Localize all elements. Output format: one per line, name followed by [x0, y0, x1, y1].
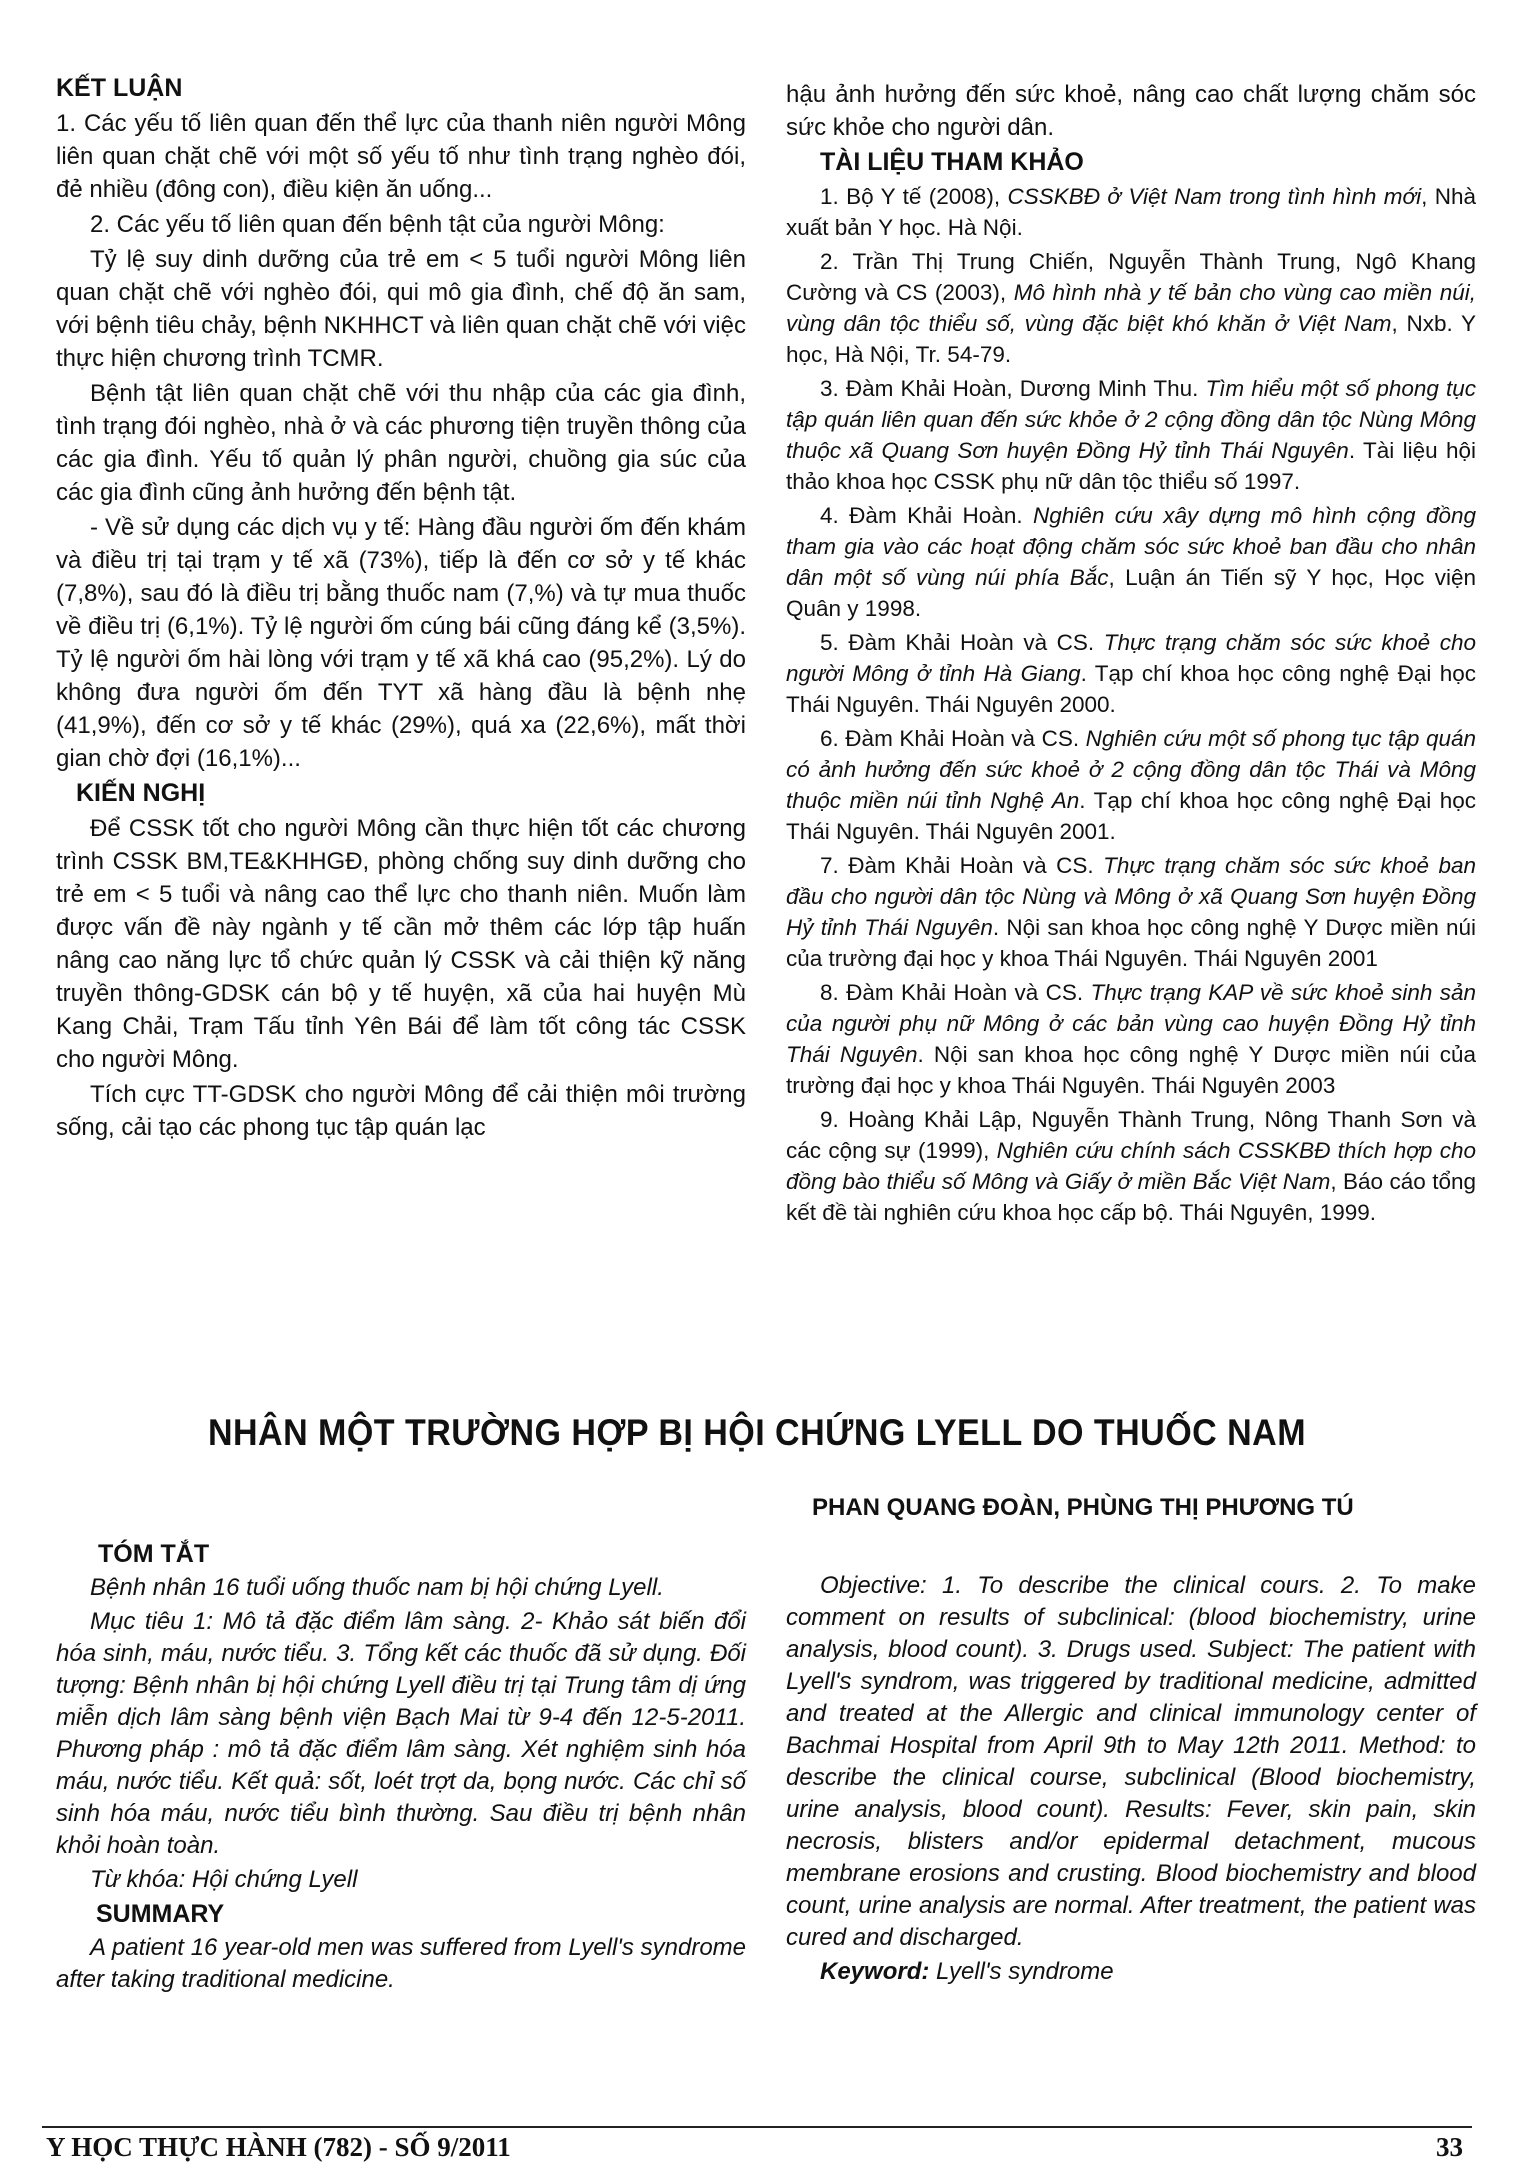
- reference-item: 9. Hoàng Khải Lập, Nguyễn Thành Trung, Nông Thanh Sơn và các cộng sự (1999), Nghiên cứu chính sách CSSKBĐ thích hợp cho đồng bào thiểu số Mông và Giấy ở miền Bắc Việt Nam, Báo cáo tổng kết đề tài nghiên cứu khoa học cấp bộ. Thái Nguyên, 1999.: [786, 1107, 1477, 1225]
- conclusion-paragraph: Bệnh tật liên quan chặt chẽ với thu nhập của các gia đình, tình trạng đói nghèo, nhà ở và các phương tiện truyền thông của các gia đình. Yếu tố quản lý phân người, chuồng gia súc của các gia đình cũng ảnh hưởng đến bệnh tật.: [56, 380, 746, 506]
- article-title: NHÂN MỘT TRƯỜNG HỢP BỊ HỘI CHỨNG LYELL DO THUỐC NAM: [207, 1412, 1307, 1453]
- left-column-top: [56, 72, 746, 1146]
- footer-divider: [42, 2126, 1472, 2128]
- recommendation-heading: KIẾN NGHỊ: [76, 779, 206, 807]
- reference-item: 2. Trần Thị Trung Chiến, Nguyễn Thành Trung, Ngô Khang Cường và CS (2003), Mô hình nhà y tế bản cho vùng cao miền núi, vùng dân tộc thiểu số, vùng đặc biệt khó khăn ở Việt Nam, Nxb. Y học, Hà Nội, Tr. 54-79.: [786, 249, 1477, 367]
- journal-footer: Y HỌC THỰC HÀNH (782) - SỐ 9/2011: [46, 2132, 511, 2162]
- conclusion-paragraph: 1. Các yếu tố liên quan đến thể lực của thanh niên người Mông liên quan chặt chẽ với một số yếu tố như tình trạng nghèo đói, đẻ nhiều (đông con), điều kiện ăn uống...: [56, 110, 746, 203]
- recommendation-paragraph: Tích cực TT-GDSK cho người Mông để cải thiện môi trường sống, cải tạo các phong tục tập quán lạc: [56, 1081, 746, 1141]
- page-number: 33: [1436, 2132, 1463, 2162]
- reference-item: 7. Đàm Khải Hoàn và CS. Thực trạng chăm sóc sức khoẻ ban đầu cho người dân tộc Nùng và Mông ở xã Quang Sơn huyện Đồng Hỷ tỉnh Thái Nguyên. Nội san khoa học công nghệ Y Dược miền núi của trường đại học y khoa Thái Nguyên. Thái Nguyên 2001: [786, 853, 1476, 971]
- article-authors: PHAN QUANG ĐOÀN, PHÙNG THỊ PHƯƠNG TÚ: [812, 1494, 1354, 1521]
- abstract-paragraph: Mục tiêu 1: Mô tả đặc điểm lâm sàng. 2- Khảo sát biến đổi hóa sinh, máu, nước tiểu. 3. Tổng kết các thuốc đã sử dụng. Đối tượng: Bệnh nhân bị hội chứng Lyell điều trị tại Trung tâm dị ứng miễn dịch lâm sàng bệnh viện Bạch Mai từ 9-4 đến 12-5-2011. Phương pháp : mô tả đặc điểm lâm sàng. Xét nghiệm sinh hóa máu, nước tiểu. Kết quả: sốt, loét trợt da, bọng nước. Các chỉ số sinh hóa máu, nước tiểu bình thường. Sau điều trị bệnh nhân khỏi hoàn toàn.: [56, 1608, 746, 1859]
- references-heading: TÀI LIỆU THAM KHẢO: [820, 148, 1084, 176]
- conclusion-heading: KẾT LUẬN: [56, 74, 183, 102]
- recommendation-paragraph: Để CSSK tốt cho người Mông cần thực hiện tốt các chương trình CSSK BM,TE&KHHGĐ, phòng chống suy dinh dưỡng cho trẻ em < 5 tuổi và nâng cao thể lực cho thanh niên. Muốn làm được vấn đề này ngành y tế cần mở thêm các lớp tập huấn nâng cao năng lực tổ chức quản lý CSSK và cải thiện kỹ năng truyền thông-GDSK cán bộ y tế huyện, xã của hai huyện Mù Kang Chải, Trạm Tấu tỉnh Yên Bái để làm tốt công tác CSSK cho người Mông.: [56, 815, 746, 1073]
- summary-paragraph: A patient 16 year-old men was suffered from Lyell's syndrome after taking traditional medicine.: [56, 1934, 746, 1993]
- abstract-paragraph: Bệnh nhân 16 tuổi uống thuốc nam bị hội chứng Lyell.: [90, 1574, 664, 1601]
- summary-keyword: Keyword: Lyell's syndrome: [820, 1958, 1114, 1985]
- reference-list: [786, 181, 1476, 1228]
- conclusion-paragraph: Tỷ lệ suy dinh dưỡng của trẻ em < 5 tuổi người Mông liên quan chặt chẽ với nghèo đói, qui mô gia đình, chế độ ăn sam, với bệnh tiêu chảy, bệnh NKHHCT và liên quan chặt chẽ với việc thực hiện chương trình TCMR.: [56, 246, 746, 372]
- recommendation-continuation: hậu ảnh hưởng đến sức khoẻ, nâng cao chất lượng chăm sóc sức khỏe cho người dân.: [786, 81, 1476, 141]
- conclusion-paragraph: 2. Các yếu tố liên quan đến bệnh tật của người Mông:: [90, 211, 665, 238]
- abstract-heading: TÓM TẮT: [98, 1540, 210, 1568]
- abstract-vietnamese: [56, 1538, 746, 1998]
- summary-english: [786, 1570, 1476, 1990]
- reference-item: 6. Đàm Khải Hoàn và CS. Nghiên cứu một số phong tục tập quán có ảnh hưởng đến sức khoẻ ở 2 cộng đồng dân tộc Thái và Mông thuộc miền núi tỉnh Nghệ An. Tạp chí khoa học công nghệ Đại học Thái Nguyên. Thái Nguyên 2001.: [786, 726, 1476, 844]
- summary-heading: SUMMARY: [96, 1900, 225, 1928]
- abstract-keywords: Từ khóa: Hội chứng Lyell: [90, 1866, 358, 1893]
- conclusion-paragraph: - Về sử dụng các dịch vụ y tế: Hàng đầu người ốm đến khám và điều trị tại trạm y tế xã (73%), tiếp là đến cơ sở y tế khác (7,8%), sau đó là điều trị bằng thuốc nam (7,%) và tự mua thuốc về điều trị (6,1%). Tỷ lệ người ốm cúng bái cũng đáng kể (3,5%). Tỷ lệ người ốm hài lòng với trạm y tế xã khá cao (95,2%). Lý do không đưa người ốm đến TYT xã hàng đầu là bệnh nhẹ (41,9%), đến cơ sở y tế khác (29%), quá xa (22,6%), mất thời gian chờ đợi (16,1%)...: [56, 514, 746, 772]
- reference-item: 4. Đàm Khải Hoàn. Nghiên cứu xây dựng mô hình cộng đồng tham gia vào các hoạt động chăm sóc sức khoẻ ban đầu cho nhân dân một số vùng núi phía Bắc, Luận án Tiến sỹ Y học, Học viện Quân y 1998.: [786, 503, 1476, 621]
- right-column-top: [786, 78, 1476, 1231]
- reference-item: 3. Đàm Khải Hoàn, Dương Minh Thu. Tìm hiểu một số phong tục tập quán liên quan đến sức khỏe ở 2 cộng đồng dân tộc Nùng Mông thuộc xã Quang Sơn huyện Đồng Hỷ tỉnh Thái Nguyên. Tài liệu hội thảo khoa học CSSK phụ nữ dân tộc thiểu số 1997.: [786, 376, 1477, 494]
- reference-item: 8. Đàm Khải Hoàn và CS. Thực trạng KAP về sức khoẻ sinh sản của người phụ nữ Mông ở các bản vùng cao huyện Đồng Hỷ tỉnh Thái Nguyên. Nội san khoa học công nghệ Y Dược miền núi của trường đại học y khoa Thái Nguyên. Thái Nguyên 2003: [786, 980, 1476, 1098]
- summary-paragraph: Objective: 1. To describe the clinical cours. 2. To make comment on results of subclinical: (blood biochemistry, urine analysis, blood count). 3. Drugs used. Subject: The patient with Lyell's syndrom, was triggered by traditional medicine, admitted and treated at the Allergic and clinical immunology center of Bachmai Hospital from April 9th to May 12th 2011. Method: to describe the clinical course, subclinical (Blood biochemistry, urine analysis, blood count). Results: Fever, skin pain, skin necrosis, blisters and/or epidermal detachment, mucous membrane erosions and crusting. Blood biochemistry and blood count, urine analysis are normal. After treatment, the patient was cured and discharged.: [786, 1572, 1476, 1951]
- reference-item: 5. Đàm Khải Hoàn và CS. Thực trạng chăm sóc sức khoẻ cho người Mông ở tỉnh Hà Giang. Tạp chí khoa học công nghệ Đại học Thái Nguyên. Thái Nguyên 2000.: [786, 630, 1477, 717]
- reference-item: 1. Bộ Y tế (2008), CSSKBĐ ở Việt Nam trong tình hình mới, Nhà xuất bản Y học. Hà Nội.: [786, 184, 1477, 240]
